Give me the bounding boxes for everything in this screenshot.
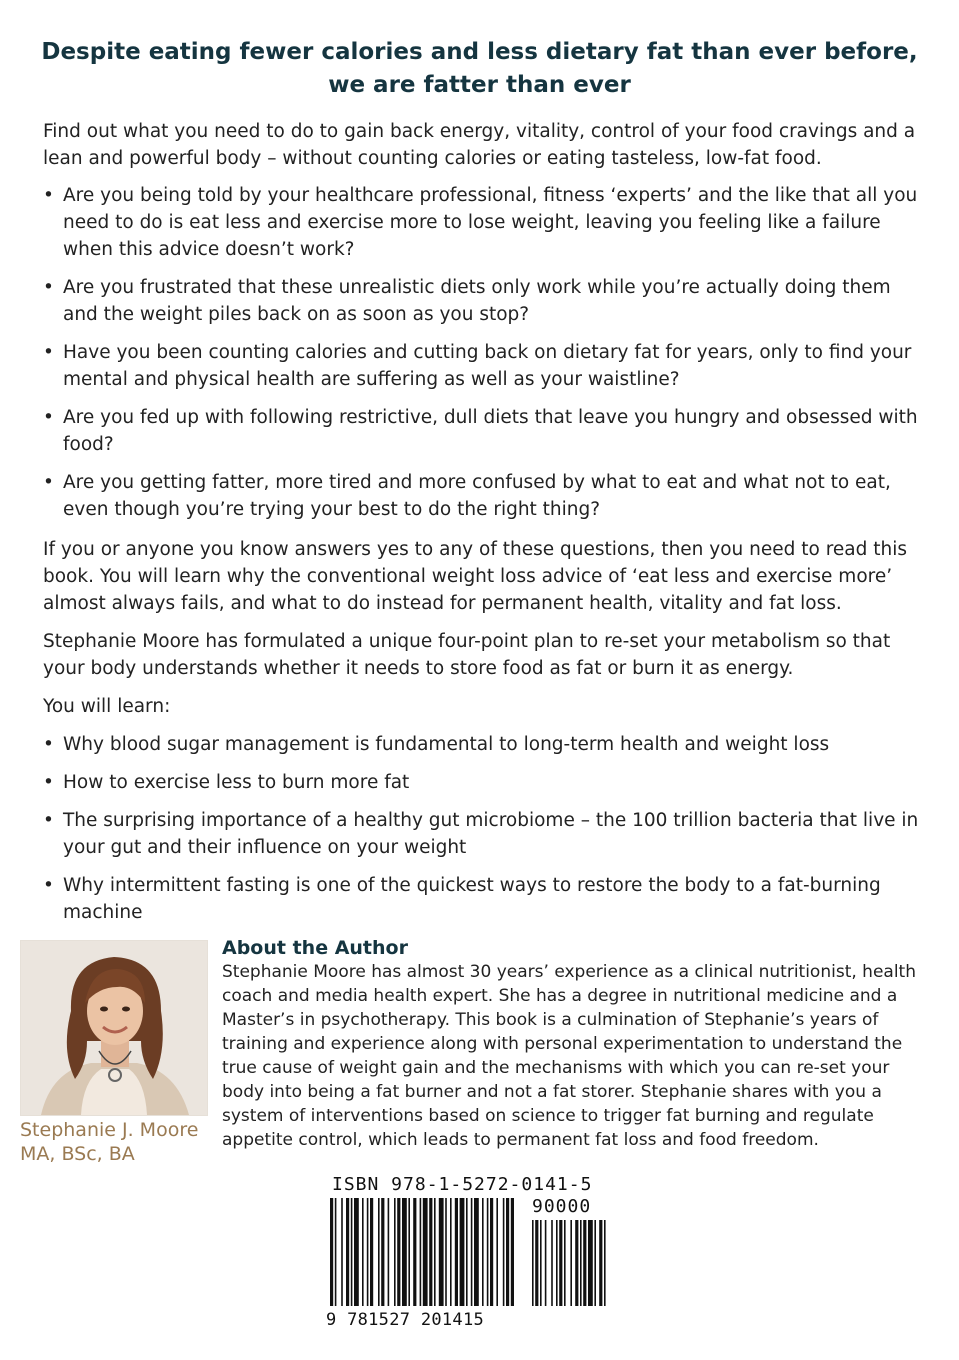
question-list <box>43 182 923 534</box>
intro-paragraph: Find out what you need to do to gain back energy, vitality, control of your food cravings and a lean and powerful body – without counting calories or eating tasteless, low-fat food. <box>43 121 916 169</box>
list-item: • Why intermittent fasting is one of the quickest ways to restore the body to a fat-burning machine <box>43 872 923 926</box>
bullet-icon: • <box>43 277 54 298</box>
read-paragraph: If you or anyone you know answers yes to any of these questions, then you need to read this book. You will learn why the conventional weight loss advice of ‘eat less and exercise more’ almost always fails, and what to do instead for permanent health, vitality and fat loss. <box>43 539 908 614</box>
list-item: • How to exercise less to burn more fat <box>43 769 923 796</box>
bullet-icon: • <box>43 185 54 206</box>
list-item: • Are you being told by your healthcare professional, fitness ‘experts’ and the like that all you need to do is eat less and exercise more to lose weight, leaving you feeling like a failure when this advice doesn’t work? <box>43 182 923 263</box>
bullet-icon: • <box>43 342 54 363</box>
barcode-icon <box>326 1198 616 1310</box>
bullet-icon: • <box>43 772 54 793</box>
author-portrait-icon <box>21 941 207 1115</box>
bullet-icon: • <box>43 875 54 896</box>
about-author-text: Stephanie Moore has almost 30 years’ experience as a clinical nutritionist, health coach and media health expert. She has a degree in nutritional medicine and a Master’s in psychotherapy. This book is a culmination of Stephanie’s years of training and experience along with personal experimentation to understand the true cause of weight gain and the mechanisms with which you can re-set your body into being a fat burner and not a fat storer. Stephanie shares with you a system of interventions based on science to trigger fat burning and regulate appetite control, which leads to permanent fat loss and food freedom. <box>222 962 916 1150</box>
plan-paragraph: Stephanie Moore has formulated a unique four-point plan to re-set your metabolism so that your body understands whether it needs to store food as fat or burn it as energy. <box>43 631 891 679</box>
list-item: • Why blood sugar management is fundamental to long-term health and weight loss <box>43 731 923 758</box>
bullet-icon: • <box>43 810 54 831</box>
list-item: • Are you getting fatter, more tired and more confused by what to eat and what not to eat, even though you’re trying your best to do the right thing? <box>43 469 923 523</box>
list-item: • Have you been counting calories and cutting back on dietary fat for years, only to find your mental and physical health are suffering as well as your waistline? <box>43 339 923 393</box>
headline: Despite eating fewer calories and less dietary fat than ever before, we are fatter than ever <box>41 39 918 98</box>
author-photo <box>20 940 208 1116</box>
list-item: • The surprising importance of a healthy gut microbiome – the 100 trillion bacteria that live in your gut and their influence on your weight <box>43 807 923 861</box>
barcode-digits: 9 781527 201415 <box>326 1310 485 1330</box>
about-author-title: About the Author <box>222 937 408 959</box>
list-item: • Are you frustrated that these unrealistic diets only work while you’re actually doing them and the weight piles back on as soon as you stop? <box>43 274 923 328</box>
isbn-label: ISBN 978-1-5272-0141-5 <box>332 1174 593 1195</box>
bullet-icon: • <box>43 407 54 428</box>
bullet-icon: • <box>43 472 54 493</box>
list-item: • Are you fed up with following restrictive, dull diets that leave you hungry and obsessed with food? <box>43 404 923 458</box>
author-name: Stephanie J. Moore MA, BSc, BA <box>20 1119 199 1165</box>
barcode-block <box>326 1174 616 1334</box>
learn-label: You will learn: <box>43 696 171 717</box>
price-addon: 90000 <box>532 1196 592 1217</box>
bullet-icon: • <box>43 734 54 755</box>
learn-list <box>43 731 923 937</box>
